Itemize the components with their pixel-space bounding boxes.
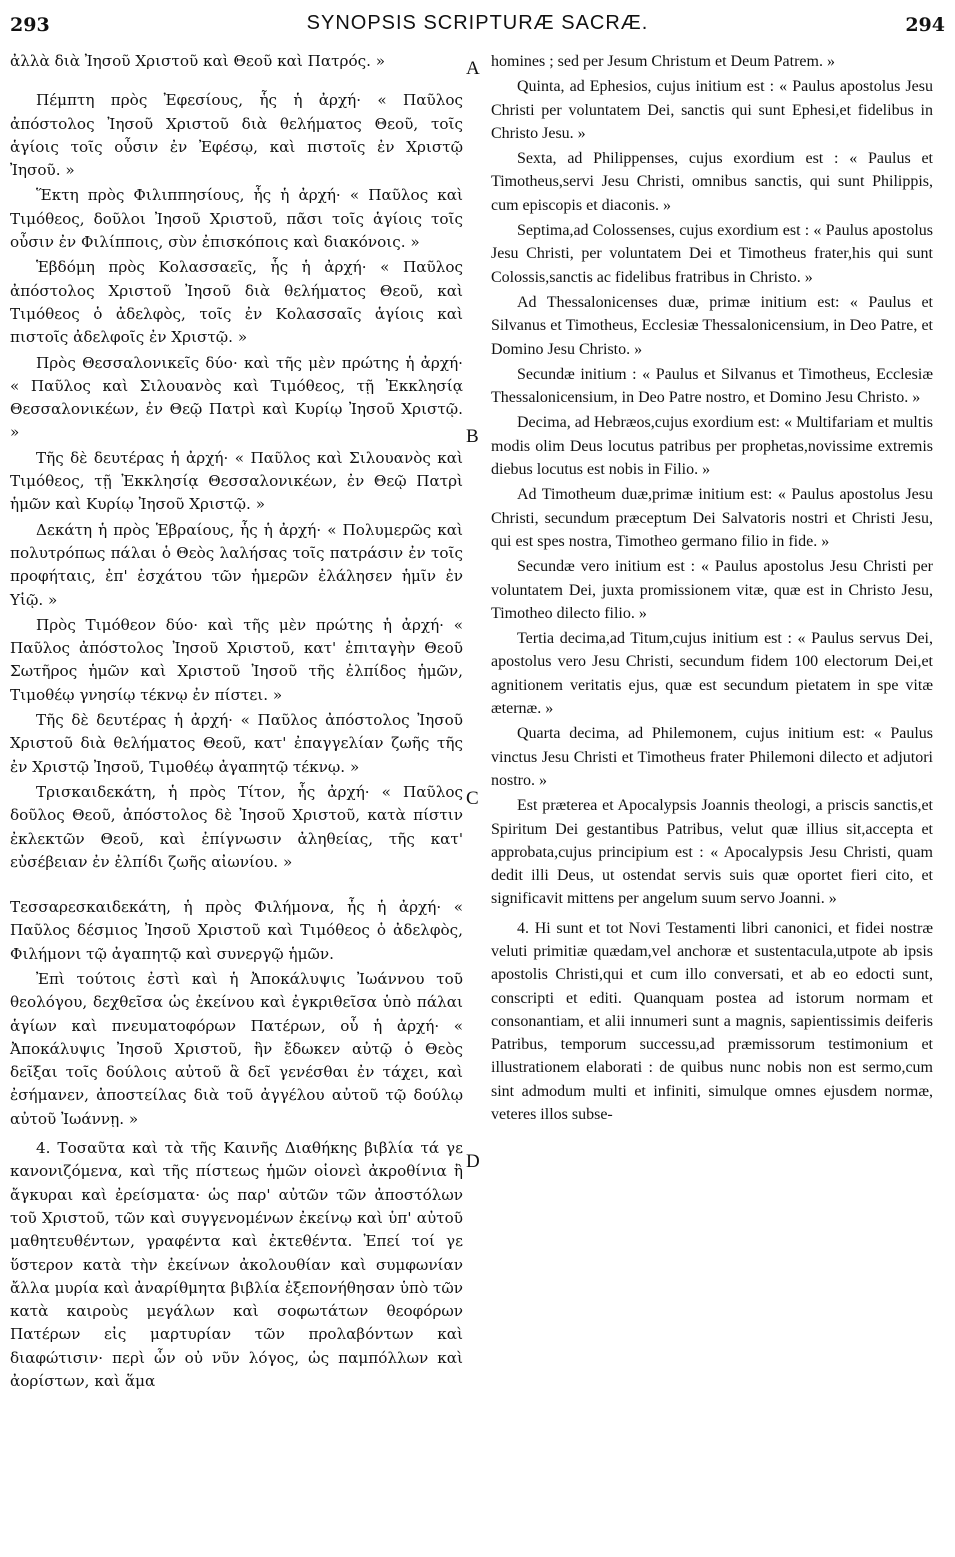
latin-paragraph: Quarta decima, ad Philemonem, cujus initium est: « Paulus vinctus Jesu Christi et Timotheus frater Philemoni dilecto et adjutori nostro. » — [491, 725, 933, 789]
greek-paragraph: 4. Τοσαῦτα καὶ τὰ τῆς Καινῆς Διαθήκης βιβλία τά γε κανονιζόμενα, καὶ τῆς πίστεως ἡμῶν οἱονεὶ ἀκροθίνια ἢ ἄγκυραι καὶ ἐρείσματα· ὡς παρ' αὐτῶν τῶν ἀποστόλων τοῦ Χριστοῦ, τῶν καὶ συγγενομένων ἐκείνῳ καὶ ὑπ' αὐτοῦ μαθητευθέντων, γραφέντα καὶ ἐκτεθέντα. Ἐπεί τοί γε ὕστερον κατὰ τὴν ἐκείνων ἀκολουθίαν καὶ συμφωνίαν ἄλλα μυρία καὶ ἀναρίθμητα βιβλία ἐξεπονήθησαν ὑπὸ τῶν κατὰ καιροὺς μεγάλων καὶ σοφωτάτων θεοφόρων Πατέρων εἰς μαρτυρίαν τῶν προλαβόντων καὶ διαφώτισιν· περὶ ὧν οὐ νῦν λόγος, ὡς παμπόλλων καὶ ἀορίστων, καὶ ἅμα — [10, 1139, 463, 1391]
greek-column — [10, 50, 463, 1395]
latin-paragraph: Ad Thessalonicenses duæ, primæ initium est: « Paulus et Silvanus et Timotheus, Ecclesiæ Thessalonicensium, in Deo Patre, et Domino Jesu Christo. » — [491, 293, 933, 358]
latin-paragraph: Septima,ad Colossenses, cujus exordium est : « Paulus apostolus Jesu Christi, per voluntatem Dei et Timotheus frater,his qui sunt Colossis,sanctis ac fidelibus fratribus in Christo. » — [491, 222, 933, 286]
greek-paragraph: Ἐπὶ τούτοις ἐστὶ καὶ ἡ Ἀποκάλυψις Ἰωάννου τοῦ θεολόγου, δεχθεῖσα ὡς ἐκείνου καὶ ἐγκριθεῖσα ὑπὸ πάλαι ἁγίων καὶ πνευματοφόρων Πατέρων, οὗ ἡ ἀρχή· « Ἀποκάλυψις Ἰησοῦ Χριστοῦ, ἣν ἔδωκεν αὐτῷ ὁ Θεὸς δεῖξαι τοῖς δούλοις αὐτοῦ ἃ δεῖ γενέσθαι ἐν τάχει, καὶ ἐσήμανεν, ἀποστείλας διὰ τοῦ ἀγγέλου αὐτοῦ τῷ δούλῳ αὐτοῦ Ἰωάννῃ. » — [10, 969, 463, 1128]
latin-paragraph: 4. Hi sunt et tot Novi Testamenti libri canonici, et fidei nostræ veluti primitiæ quædam,vel anchoræ et sustentacula,utpote ab ipsis apostolis Christi,qui et cum illo conversati, et ab eo edocti sunt, conscripti et editi. Quanquam postea ad istorum normam et consonantiam, et alii innumeri sunt a magnis, sapientissimis deiferis Patribus, temporum successu,ad præmissorum testimonium et illustrationem elaborati : de quibus nunc nobis non est sermo,cum sint admodum multi et infiniti, simulque omnes ejusdem normæ, veteres illos subse- — [491, 919, 933, 1124]
greek-paragraph: Πέμπτη πρὸς Ἐφεσίους, ἧς ἡ ἀρχή· « Παῦλος ἀπόστολος Ἰησοῦ Χριστοῦ διὰ θελήματος Θεοῦ, τοῖς ἁγίοις τοῖς οὖσιν ἐν Ἐφέσῳ, καὶ πιστοῖς ἐν Χριστῷ Ἰησοῦ. » — [10, 91, 463, 180]
running-title: SYNOPSIS SCRIPTURÆ SACRÆ. — [306, 12, 649, 34]
greek-paragraph: Πρὸς Θεσσαλονικεῖς δύο· καὶ τῆς μὲν πρώτης ἡ ἀρχή· « Παῦλος καὶ Σιλουανὸς καὶ Τιμόθεος, τῇ Ἐκκλησίᾳ Θεσσαλονικέων, ἐν Θεῷ Πατρὶ καὶ Κυρίῳ Ἰησοῦ Χριστῷ. » — [10, 353, 463, 442]
latin-paragraph: Quinta, ad Ephesios, cujus initium est : « Paulus apostolus Jesu Christi per voluntatem Dei, sanctis qui sunt Ephesi,et fidelibus in Christo Jesu. » — [491, 78, 933, 142]
latin-paragraph: Secundæ vero initium est : « Paulus apostolus Jesu Christi per voluntatem Dei, juxta promissionem vitæ, quæ est in Christo Jesu, Timotheo dilecto filio. » — [491, 558, 933, 622]
page-number-left: 293 — [10, 14, 50, 36]
latin-paragraph: Tertia decima,ad Titum,cujus initium est : « Paulus servus Dei, apostolus vero Jesu Christi, secundum fidem 100 electorum Dei,et agnitionem veritatis ejus, quæ est secundum pietatem in spe vitæ æternæ. » — [491, 630, 933, 718]
greek-paragraph: Δεκάτη ἡ πρὸς Ἑβραίους, ἧς ἡ ἀρχή· « Πολυμερῶς καὶ πολυτρόπως πάλαι ὁ Θεὸς λαλήσας τοῖς πατράσιν ἐν τοῖς προφήταις, ἐπ' ἐσχάτου τῶν ἡμερῶν ἐλάλησεν ἡμῖν ἐν Υἱῷ. » — [10, 520, 463, 609]
greek-paragraph: Πρὸς Τιμόθεον δύο· καὶ τῆς μὲν πρώτης ἡ ἀρχή· « Παῦλος ἀπόστολος Ἰησοῦ Χριστοῦ, κατ' ἐπιταγὴν Θεοῦ Σωτῆρος ἡμῶν καὶ Χριστοῦ Ἰησοῦ τῆς ἐλπίδος ἡμῶν, Τιμοθέῳ γνησίῳ τέκνῳ ἐν πίστει. » — [10, 615, 463, 704]
margin-mark-d: D — [466, 1151, 480, 1172]
margin-mark-c: C — [466, 788, 479, 809]
latin-paragraph: Secundæ initium : « Paulus et Silvanus et Timotheus, Ecclesiæ Thessalonicensium, in Deo Patre nostro, et Domino Jesu Christo. » — [491, 365, 933, 407]
greek-paragraph: Τῆς δὲ δευτέρας ἡ ἀρχή· « Παῦλος ἀπόστολος Ἰησοῦ Χριστοῦ διὰ θελήματος Θεοῦ, κατ' ἐπαγγελίαν ζωῆς τῆς ἐν Χριστῷ Ἰησοῦ, Τιμοθέῳ ἀγαπητῷ τέκνῳ. » — [10, 711, 463, 776]
latin-column — [491, 50, 933, 1128]
latin-paragraph: Ad Timotheum duæ,primæ initium est: « Paulus apostolus Jesu Christi, secundum præceptum Dei Salvatoris nostri et Christi Jesu, qui est spes nostra, Timotheo germano filio in fide. » — [491, 486, 933, 550]
margin-mark-b: B — [466, 426, 479, 447]
greek-paragraph: Τρισκαιδεκάτη, ἡ πρὸς Τίτον, ἧς ἀρχή· « Παῦλος δοῦλος Θεοῦ, ἀπόστολος δὲ Ἰησοῦ Χριστοῦ, κατὰ πίστιν ἐκλεκτῶν Θεοῦ, καὶ ἐπίγνωσιν ἀληθείας, τῆς κατ' εὐσέβειαν ἐν ἐλπίδι ζωῆς αἰωνίου. » — [10, 782, 463, 871]
page-number-right: 294 — [905, 14, 945, 36]
greek-paragraph: Τῆς δὲ δευτέρας ἡ ἀρχή· « Παῦλος καὶ Σιλουανὸς καὶ Τιμόθεος, τῇ Ἐκκλησίᾳ Θεσσαλονικέων, ἐν Θεῷ Πατρὶ ἡμῶν καὶ Κυρίῳ Ἰησοῦ Χριστῷ. » — [10, 448, 463, 514]
latin-paragraph: Sexta, ad Philippenses, cujus exordium est : « Paulus et Timotheus,servi Jesu Christi, omnibus sanctis, qui sunt Philippis, cum episcopis et diaconis. » — [491, 150, 933, 214]
latin-paragraph: Decima, ad Hebræos,cujus exordium est: « Multifariam et multis modis olim Deus locutus patribus per prophetas,novissime extremis diebus locutus est nobis in Filio. » — [491, 414, 933, 479]
greek-paragraph: Ἑβδόμη πρὸς Κολασσαεῖς, ἧς ἡ ἀρχή· « Παῦλος ἀπόστολος Χριστοῦ Ἰησοῦ διὰ θελήματος Θεοῦ, καὶ Τιμόθεος ὁ ἀδελφὸς, τοῖς ἐν Κολασσαῖς ἁγίοις καὶ πιστοῖς ἀδελφοῖς ἐν Χριστῷ. » — [10, 258, 463, 347]
margin-mark-a: A — [466, 58, 480, 79]
latin-paragraph: Est præterea et Apocalypsis Joannis theologi, a priscis sanctis,et Spiritum Dei gestantibus Patribus, velut quæ illius sit,accepta et approbata,cujus principium est : « Apocalypsis Jesu Christi, quam dedit illi Deus, ut ostendat servis suis quæ oportet fieri cito, et significavit mittens per angelum suum servo Joanni. » — [491, 797, 933, 908]
greek-paragraph: ἀλλὰ διὰ Ἰησοῦ Χριστοῦ καὶ Θεοῦ καὶ Πατρός. » — [10, 52, 386, 70]
greek-paragraph: Ἕκτη πρὸς Φιλιππησίους, ἧς ἡ ἀρχή· « Παῦλος καὶ Τιμόθεος, δοῦλοι Ἰησοῦ Χριστοῦ, πᾶσι τοῖς ἁγίοις τοῖς οὖσιν ἐν Φιλίπποις, σὺν ἐπισκόποις καὶ διακόνοις. » — [10, 186, 463, 252]
greek-paragraph: Τεσσαρεσκαιδεκάτη, ἡ πρὸς Φιλήμονα, ἧς ἡ ἀρχή· « Παῦλος δέσμιος Ἰησοῦ Χριστοῦ καὶ Τιμόθεος ὁ ἀδελφὸς, Φιλήμονι τῷ ἀγαπητῷ καὶ συνεργῷ ἡμῶν. — [10, 898, 463, 963]
page-header — [10, 12, 945, 42]
latin-paragraph: homines ; sed per Jesum Christum et Deum Patrem. » — [491, 53, 835, 70]
